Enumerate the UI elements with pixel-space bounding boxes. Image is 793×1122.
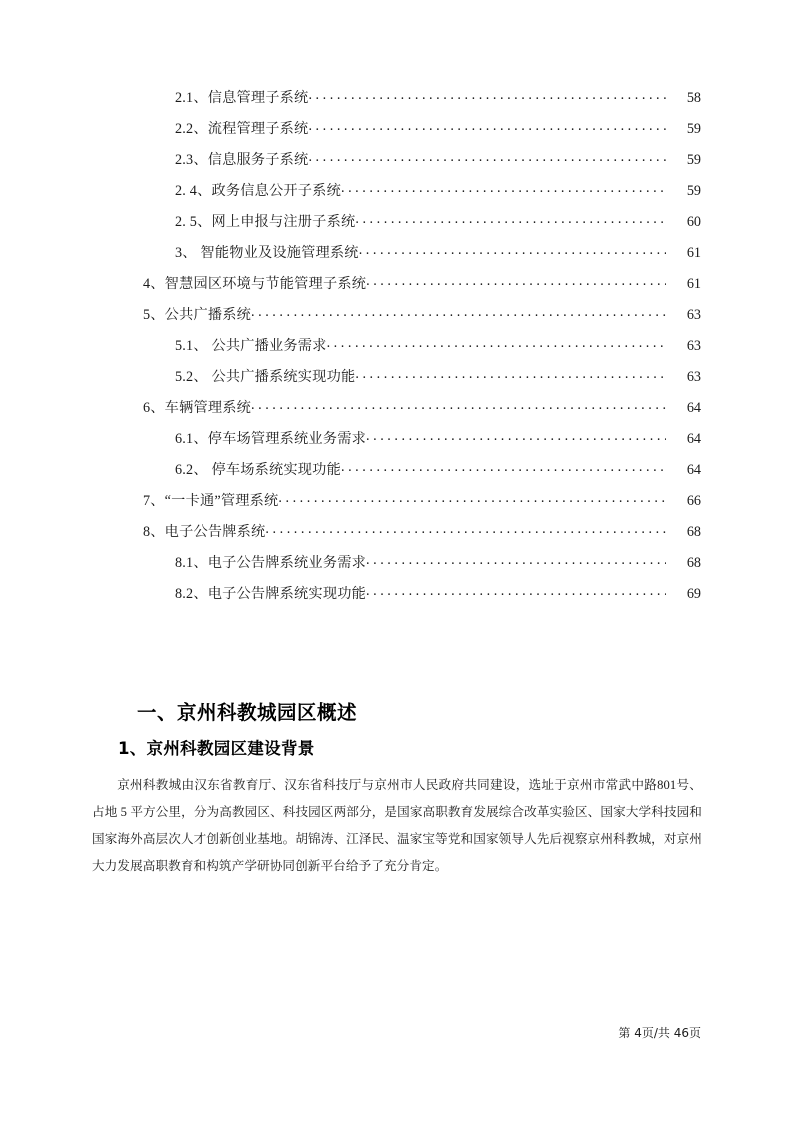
table-of-contents [0,88,793,615]
toc-entry-page-number: 64 [686,431,701,448]
toc-entry-page-number: 61 [686,245,701,262]
toc-dot-leader [308,119,666,133]
toc-entry-label: 8.1、电子公告牌系统业务需求 [175,555,366,572]
toc-entry-page-number: 66 [686,493,701,510]
toc-entry[interactable] [0,150,793,181]
toc-entry-page-number: 63 [686,307,701,324]
page-number-footer: 第 4页/共 46页 [618,1026,701,1040]
toc-entry-page-number: 63 [686,338,701,355]
toc-entry-page-number: 64 [686,462,701,479]
toc-entry[interactable] [0,367,793,398]
toc-entry-label: 4、智慧园区环境与节能管理子系统 [143,276,367,293]
toc-entry-page-number: 59 [686,121,701,138]
toc-dot-leader [355,367,666,381]
toc-entry-label: 5.2、 公共广播系统实现功能 [175,369,356,386]
toc-entry[interactable] [0,181,793,212]
toc-entry-page-number: 60 [686,214,701,231]
toc-dot-leader [308,88,666,102]
toc-entry[interactable] [0,88,793,119]
toc-entry-page-number: 64 [686,400,701,417]
toc-entry-label: 2. 4、政务信息公开子系统 [175,183,341,200]
toc-entry[interactable] [0,491,793,522]
toc-entry-page-number: 59 [686,152,701,169]
toc-entry-label: 5、公共广播系统 [143,307,252,324]
toc-entry[interactable] [0,429,793,460]
toc-entry-label: 8.2、电子公告牌系统实现功能 [175,586,366,603]
toc-dot-leader [251,398,666,412]
toc-dot-leader [366,274,666,288]
toc-entry-label: 2.1、信息管理子系统 [175,90,309,107]
toc-dot-leader [359,243,666,257]
toc-entry[interactable] [0,522,793,553]
toc-entry[interactable] [0,274,793,305]
toc-entry-label: 6、车辆管理系统 [143,400,252,417]
toc-dot-leader [355,212,666,226]
toc-entry-label: 2. 5、网上申报与注册子系统 [175,214,356,231]
toc-entry-page-number: 61 [686,276,701,293]
toc-entry[interactable] [0,212,793,243]
toc-dot-leader [366,553,666,567]
toc-dot-leader [251,305,666,319]
toc-entry-label: 2.2、流程管理子系统 [175,121,309,138]
toc-entry-label: 8、电子公告牌系统 [143,524,266,541]
toc-entry-page-number: 63 [686,369,701,386]
toc-entry[interactable] [0,336,793,367]
toc-dot-leader [366,429,666,443]
toc-dot-leader [327,336,666,350]
toc-entry[interactable] [0,584,793,615]
toc-dot-leader [366,584,666,598]
toc-entry[interactable] [0,553,793,584]
toc-dot-leader [341,460,666,474]
toc-entry-label: 6.1、停车场管理系统业务需求 [175,431,366,448]
toc-entry[interactable] [0,119,793,150]
toc-entry[interactable] [0,305,793,336]
toc-entry-label: 6.2、 停车场系统实现功能 [175,462,341,479]
toc-entry-label: 3、 智能物业及设施管理系统 [175,245,359,262]
section-heading: 1、京州科教园区建设背景 [118,739,315,758]
toc-entry[interactable] [0,243,793,274]
toc-entry-page-number: 68 [686,524,701,541]
body-paragraph: 京州科教城由汉东省教育厅、汉东省科技厅与京州市人民政府共同建设，选址于京州市常武中路801号、占地 5 平方公里，分为高教园区、科技园区两部分，是国家高职教育发展综合改革实验区、国家大学科技园和国家海外高层次人才创新创业基地。胡锦涛、江泽民、温家宝等党和国家领导人先后视察京州科教城，对京州大力发展高职教育和构筑产学研协同创新平台给予了充分肯定。 [92,778,702,873]
toc-entry-page-number: 69 [686,586,701,603]
toc-dot-leader [308,150,666,164]
toc-dot-leader [341,181,666,195]
toc-entry[interactable] [0,398,793,429]
toc-entry-page-number: 59 [686,183,701,200]
toc-dot-leader [265,522,666,536]
chapter-heading: 一、京州科教城园区概述 [137,701,358,724]
toc-entry-label: 5.1、 公共广播业务需求 [175,338,327,355]
toc-entry-page-number: 68 [686,555,701,572]
toc-entry[interactable] [0,460,793,491]
toc-entry-page-number: 58 [686,90,701,107]
toc-entry-label: 7、“一卡通”管理系统 [143,493,279,510]
toc-dot-leader [278,491,666,505]
toc-entry-label: 2.3、信息服务子系统 [175,152,309,169]
